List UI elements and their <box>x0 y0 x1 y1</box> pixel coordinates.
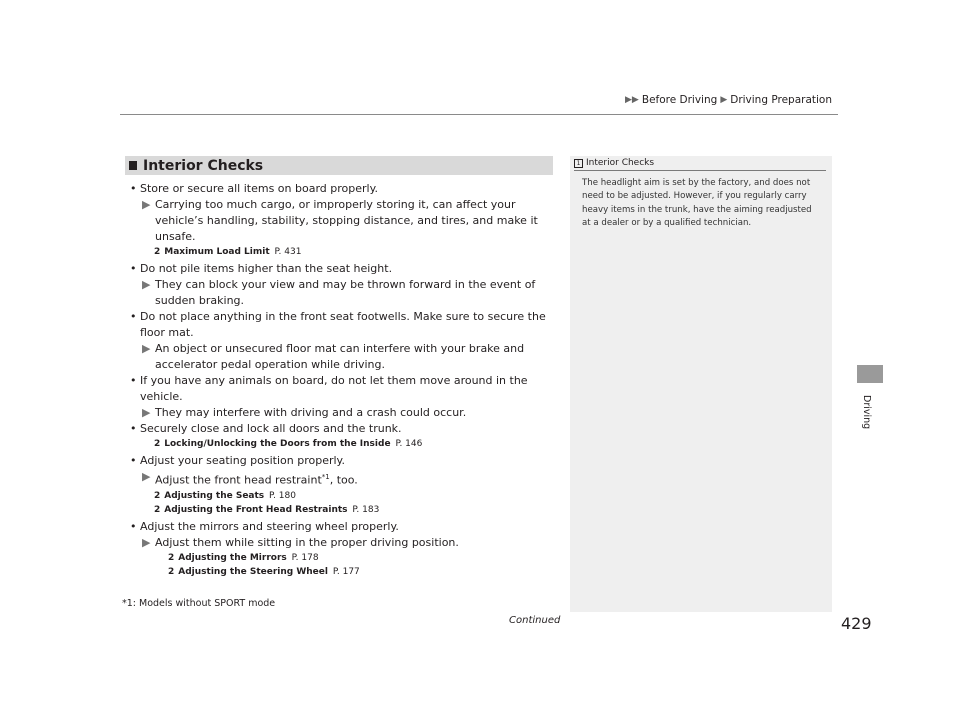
sub-item <box>130 197 560 245</box>
list-item: • Do not pile items higher than the seat height. <box>130 261 560 277</box>
reference-icon: 2 <box>154 247 161 257</box>
header-divider <box>120 114 838 115</box>
reference-page: P. 431 <box>274 247 302 257</box>
breadcrumb <box>625 94 832 106</box>
reference-icon: 2 <box>154 490 161 501</box>
main-content <box>130 181 560 579</box>
reference-icon: 2 <box>154 439 161 449</box>
list-item: • Adjust your seating position properly. <box>130 453 560 469</box>
list-item: • If you have any animals on board, do not let them move around in the vehicle. <box>130 373 560 405</box>
reference-title[interactable]: Adjusting the Steering Wheel <box>178 566 328 577</box>
section-header <box>125 156 553 175</box>
arrow-icon: ▶ <box>720 95 728 105</box>
sidebar-note-title: Interior Checks <box>586 158 655 168</box>
sub-item <box>130 469 560 489</box>
sidebar-note <box>570 156 832 612</box>
cross-reference[interactable] <box>130 551 560 565</box>
cross-reference[interactable] <box>130 489 560 503</box>
arrow-icon: ▶ <box>142 342 151 355</box>
cross-reference[interactable] <box>130 503 560 517</box>
reference-title[interactable]: Adjusting the Seats <box>164 490 265 501</box>
reference-page: P. 146 <box>395 439 423 449</box>
continued-label: Continued <box>509 615 561 626</box>
sub-item-text: An object or unsecured floor mat can interfere with your brake and accelerator pedal operation while driving. <box>155 342 525 371</box>
footnote-marker: *1 <box>321 473 330 481</box>
sidebar-note-text: The headlight aim is set by the factory, and does not need to be adjusted. However, if you regularly carry heavy items in the trunk, have the aiming readjusted at a dealer or by a qualified technician. <box>582 178 812 229</box>
double-arrow-icon: ▶▶ <box>625 95 639 105</box>
arrow-icon: ▶ <box>142 535 151 549</box>
chapter-label: Driving <box>861 395 872 430</box>
sidebar-note-header <box>574 156 826 171</box>
list-item: • Do not place anything in the front seat footwells. Make sure to secure the floor mat. <box>130 309 560 341</box>
note-icon: 1 <box>574 159 583 168</box>
chapter-tab <box>857 365 883 383</box>
list-item: • Store or secure all items on board properly. <box>130 181 560 197</box>
reference-title[interactable]: Maximum Load Limit <box>164 247 270 257</box>
sub-item-text: Adjust them while sitting in the proper driving position. <box>155 535 459 549</box>
footnote: *1: Models without SPORT mode <box>122 598 276 609</box>
sub-item <box>130 535 560 551</box>
reference-icon: 2 <box>168 566 175 577</box>
reference-page: P. 178 <box>291 552 319 563</box>
arrow-icon: ▶ <box>142 406 151 419</box>
cross-reference[interactable] <box>130 565 560 579</box>
reference-icon: 2 <box>168 552 175 563</box>
sub-item <box>130 405 560 421</box>
sub-item-text: They can block your view and may be thrown forward in the event of sudden braking. <box>155 278 536 307</box>
sub-item-text: Adjust the front head restraint <box>155 473 322 487</box>
page-number: 429 <box>841 614 872 633</box>
sub-item-text: They may interfere with driving and a crash could occur. <box>155 406 467 419</box>
sub-item-text: Carrying too much cargo, or improperly storing it, can affect your vehicle’s handling, stability, stopping distance, and tires, and make it unsafe. <box>155 198 538 243</box>
reference-page: P. 180 <box>269 490 296 501</box>
reference-page: P. 183 <box>352 504 380 515</box>
section-title: Interior Checks <box>143 157 264 174</box>
reference-page: P. 177 <box>332 566 360 577</box>
arrow-icon: ▶ <box>142 278 151 291</box>
list-item: • Securely close and lock all doors and the trunk. <box>130 421 560 437</box>
arrow-icon: ▶ <box>142 470 151 483</box>
cross-reference[interactable] <box>130 245 560 259</box>
reference-icon: 2 <box>154 504 161 515</box>
arrow-icon: ▶ <box>142 198 151 211</box>
section-marker-icon <box>129 161 137 170</box>
reference-title[interactable]: Adjusting the Front Head Restraints <box>164 504 348 515</box>
reference-title[interactable]: Locking/Unlocking the Doors from the Inside <box>164 439 391 449</box>
sub-item <box>130 341 560 373</box>
cross-reference[interactable] <box>130 437 560 451</box>
list-item: • Adjust the mirrors and steering wheel properly. <box>130 519 560 535</box>
breadcrumb-item-before-driving[interactable]: Before Driving <box>641 94 718 106</box>
reference-title[interactable]: Adjusting the Mirrors <box>178 552 287 563</box>
breadcrumb-item-driving-preparation[interactable]: Driving Preparation <box>730 94 832 106</box>
sub-item-text-tail: , too. <box>329 473 358 487</box>
sub-item <box>130 277 560 309</box>
